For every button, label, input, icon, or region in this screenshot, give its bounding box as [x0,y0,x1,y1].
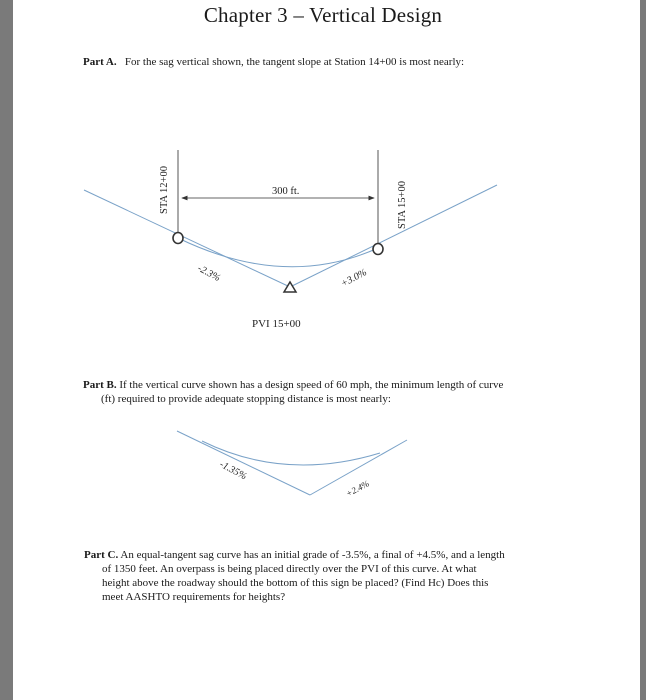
part-b-diagram [177,431,407,499]
pvc-circle-icon [173,233,183,244]
grade-left-label: -2.3% [195,262,223,284]
part-a-label: Part A. [83,56,117,68]
part-b-line1: If the vertical curve shown has a design speed of 60 mph, the minimum length of curve [119,379,504,391]
sta-right-label: STA 15+00 [397,181,408,229]
part-c-line4: meet AASHTO requirements for heights? [102,591,286,603]
sta-left-label: STA 12+00 [159,166,170,214]
part-c-line2: of 1350 feet. An overpass is being placed directly over the PVI of this curve. At what [102,563,477,575]
incoming-tangent-line [84,190,290,287]
pvi-label: PVI 15+00 [252,318,301,330]
pvi-triangle-icon [284,282,296,292]
part-c-line3: height above the roadway should the bottom of this sign be placed? (Find Hc) Does this [102,577,489,589]
part-c-line1: An equal-tangent sag curve has an initial grade of -3.5%, a final of +4.5%, and a length [120,549,505,561]
pvt-circle-icon [373,244,383,255]
grade-right-label: +3.0% [339,266,369,290]
part-b-question [83,378,563,406]
grade-left-label: -1.35% [217,458,249,483]
page-title: Chapter 3 – Vertical Design [203,3,443,27]
dimension-label: 300 ft. [272,186,300,197]
incoming-tangent-line [177,431,310,495]
part-c-label: Part C. [84,549,119,561]
part-a-diagram [84,150,497,330]
part-c-question [84,548,564,604]
part-b-label: Part B. [83,379,117,391]
sag-curve [178,238,378,267]
part-a-text: For the sag vertical shown, the tangent slope at Station 14+00 is most nearly: [124,56,465,68]
grade-right-label: +2.4% [344,478,371,499]
part-b-line2: (ft) required to provide adequate stopping distance is most nearly: [101,393,391,405]
outgoing-tangent-line [290,185,497,287]
